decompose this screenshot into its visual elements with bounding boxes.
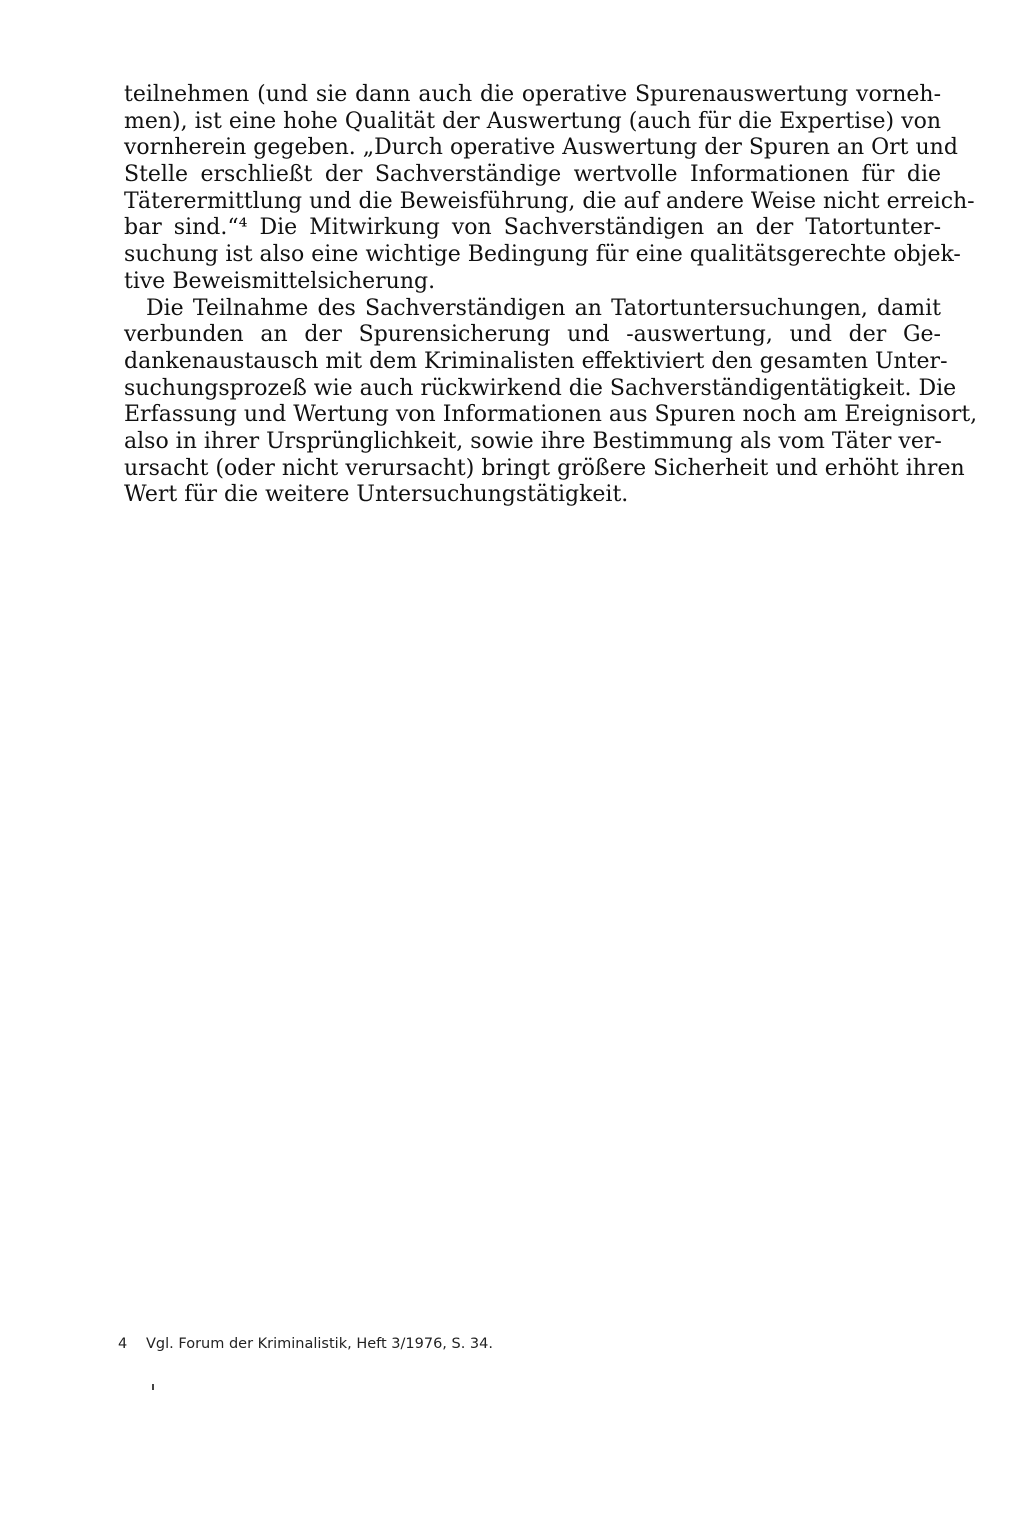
text-line: vornherein gegeben. „Durch operative Auswertung der Spuren an Ort und: [124, 135, 958, 161]
text-line: Die Teilnahme des Sachverständigen an Tatortuntersuchungen, damit: [146, 295, 941, 321]
text-line: Erfassung und Wertung von Informationen aus Spuren noch am Ereignisort,: [124, 402, 978, 428]
text-line: also in ihrer Ursprünglichkeit, sowie ihre Bestimmung als vom Täter ver-: [124, 428, 942, 454]
text-line: bar sind.“⁴ Die Mitwirkung von Sachverständigen an der Tatortunter-: [124, 215, 941, 241]
paragraph-2: [124, 295, 978, 510]
text-line: tive Beweismittelsicherung.: [124, 268, 436, 294]
text-line: suchung ist also eine wichtige Bedingung für eine qualitätsgerechte objek-: [124, 242, 961, 268]
text-line: Stelle erschließt der Sachverständige wertvolle Informationen für die: [124, 162, 941, 188]
footnote-number: 4: [118, 1336, 128, 1352]
footnote-text: Vgl. Forum der Kriminalistik, Heft 3/1976, S. 34.: [146, 1336, 493, 1352]
footnote: [118, 1334, 493, 1354]
text-line: Täterermittlung und die Beweisführung, die auf andere Weise nicht erreich-: [124, 188, 975, 214]
text-line: teilnehmen (und sie dann auch die operative Spurenauswertung vorneh-: [124, 82, 941, 107]
paragraph-1: [124, 82, 975, 296]
text-line: men), ist eine hohe Qualität der Auswertung (auch für die Expertise) von: [124, 108, 941, 134]
text-line: Wert für die weitere Untersuchungstätigkeit.: [124, 482, 629, 508]
text-line: verbunden an der Spurensicherung und -auswertung, und der Ge-: [124, 322, 941, 348]
text-line: dankenaustausch mit dem Kriminalisten effektiviert den gesamten Unter-: [124, 348, 948, 374]
text-line: ursacht (oder nicht verursacht) bringt größere Sicherheit und erhöht ihren: [124, 455, 965, 481]
body-text: [124, 82, 978, 509]
scan-speck: [152, 1384, 154, 1390]
text-line: suchungsprozeß wie auch rückwirkend die Sachverständigentätigkeit. Die: [124, 375, 957, 401]
